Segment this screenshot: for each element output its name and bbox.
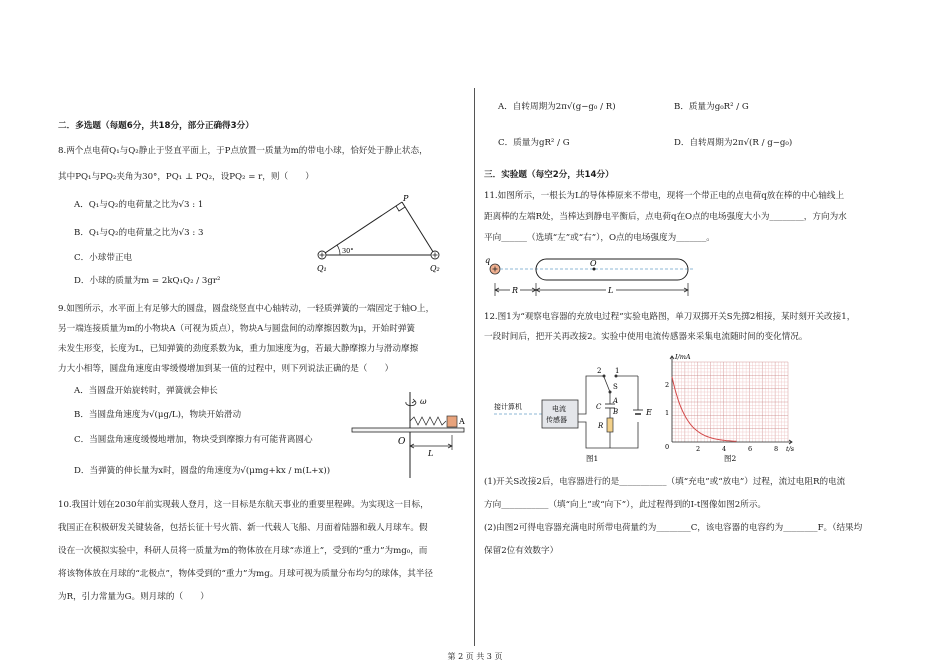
q9-disk-figure [346,390,470,480]
q8-line2: 其中PQ₁与PQ₂夹角为30°，PQ₁ ⊥ PQ₂，设PQ₂ = r，则（ ） [58,172,314,182]
q11-line3: 平向______（选填“左”或“右”），O点的电场强度为_______。 [484,233,715,243]
q12-circuit-figure [490,364,660,464]
q8-label-angle: 30° [342,247,354,255]
q11-label-r: R [512,286,519,295]
q10-line1: 10.我国计划在2030年前实现载人登月，这一目标是东航天事业的重要里程碑。为实现这一目标， [58,500,429,510]
q10-option-b: B．质量为g₀R² / G [674,102,749,112]
circuit-label-c: C [596,403,602,411]
graph-xtick-8: 8 [774,445,779,453]
q11-line1: 11.如图所示，一根长为L的导体棒原来不带电，现将一个带正电的点电荷q放在棒的中心轴线上 [484,191,845,201]
graph-xlabel: t/s [786,445,795,453]
graph-ytick-2: 2 [665,381,670,389]
q12-line2: 一段时间后，把开关再改接2。实验中使用电流传感器来采集电流随时间的变化情况。 [484,332,808,342]
graph-ylabel: I/mA [675,353,691,361]
q12-sub1-line1: (1)开关S改接2后，电容器进行的是___________（填“充电”或“放电”）过程，流过电阻R的电流 [484,477,846,487]
q10-line5: 为R，引力常量为G。则月球的（ ） [58,592,209,602]
circuit-label-sensor-1: 电流 [552,405,566,413]
q8-option-b: B．Q₁与Q₂的电荷量之比为√3 : 3 [74,228,204,238]
q9-line3: 未发生形变，长度为L，已知弹簧的劲度系数为k，重力加速度为g，若最大静摩擦力与滑动摩擦 [58,344,419,354]
q8-line1: 8.两个点电荷Q₁与Q₂静止于竖直平面上，于P点放置一质量为m的带电小球，恰好处于静止状态， [58,146,428,156]
q10-option-d: D．自转周期为2π√(R / g−g₀) [674,138,793,148]
column-divider [474,88,475,646]
circuit-label-computer: 接计算机 [494,403,522,411]
q9-label-a: A [459,417,465,426]
q12-line1: 12.图1为“观察电容器的充放电过程”实验电路图，单刀双掷开关S先掷2相接，某时刻开关改接1， [484,312,856,322]
q11-label-l: L [608,286,614,295]
q8-label-q1: Q₁ [317,264,327,273]
q8-label-q2: Q₂ [430,264,440,273]
q11-line2: 距离棒的左端R处，当棒达到静电平衡后，点电荷q在O点的电场强度大小为________，方向为水 [484,212,847,222]
circuit-label-2: 2 [597,367,602,375]
q11-label-q: q [485,256,491,265]
graph-origin: 0 [665,443,670,451]
q9-line2: 另一端连接质量为m的小物块A（可视为质点），物块A与圆盘间的动摩擦因数为μ，开始时弹簧 [58,324,416,334]
circuit-label-a: A [613,397,619,405]
fig2-caption: 图2 [724,454,737,462]
q10-option-a: A．自转周期为2π√(g−g₀ / R) [498,102,616,112]
q9-label-o: O [398,437,406,447]
fig1-caption: 图1 [586,454,599,463]
q9-option-a: A．当圆盘开始旋转时，弹簧就会伸长 [74,386,218,396]
q9-option-d: D．当弹簧的伸长量为x时，圆盘的角速度为√(μmg+kx / m(L+x)) [74,466,331,476]
q12-sub2-line2: 保留2位有效数字） [484,546,559,556]
circuit-label-b: B [613,408,619,416]
q10-option-c: C．质量为gR² / G [498,138,570,148]
q10-line2: 我国正在积极研发关键装备，包括长征十号火箭、新一代载人飞船、月面着陆器和载人月球车。假 [58,523,428,533]
q9-option-c: C．当圆盘角速度缓慢地增加，物块受到摩擦力有可能背离圆心 [74,435,313,445]
circuit-label-s: S [613,383,618,391]
q8-label-p: P [403,194,409,203]
q9-label-l: L [428,449,434,458]
circuit-label-r: R [598,422,604,430]
section-title-multiple-choice: 二．多选题（每题6分，共18分，部分正确得3分） [58,121,254,131]
graph-xtick-4: 4 [722,445,727,453]
q9-option-b: B．当圆盘角速度为√(μg/L)，物块开始滑动 [74,410,242,420]
q12-current-graph [660,350,800,462]
circuit-label-e: E [646,408,652,417]
page-footer: 第 2 页 共 3 页 [447,652,503,661]
q11-rod-figure [484,254,704,300]
graph-ytick-1: 1 [665,409,670,417]
q12-sub1-line2: 方向___________（填“向上”或“向下”），此过程得到的I-t图像如图2所示。 [484,500,767,510]
circuit-label-1: 1 [615,367,620,375]
q10-line4: 将该物体放在月球的“北极点”，物体受到的“重力”为mg。月球可视为质量分布均匀的球体，其半径 [58,569,433,579]
q8-option-d: D．小球的质量为m = 2kQ₁Q₂ / 3gr² [74,276,221,286]
circuit-label-sensor-2: 传感器 [546,416,567,424]
q9-line1: 9.如图所示，水平面上有足够大的圆盘，圆盘绕竖直中心轴转动，一轻质弹簧的一端固定于轴O上， [58,304,435,314]
q8-triangle-figure [310,190,450,276]
q11-label-o: O [590,259,597,268]
section-title-experiment: 三．实验题（每空2分，共14分） [484,170,614,180]
graph-xtick-6: 6 [748,445,753,453]
q8-option-a: A．Q₁与Q₂的电荷量之比为√3 : 1 [74,200,204,210]
q12-sub2-line1: (2)由图2可得电容器充满电时所带电荷量约为________C，该电容器的电容约为________F。（结果均 [484,523,863,533]
graph-xtick-2: 2 [696,445,701,453]
q9-label-omega: ω [420,397,427,406]
q8-option-c: C．小球带正电 [74,253,133,263]
q9-line4: 力大小相等，圆盘角速度由零缓慢增加到某一值的过程中，则下列说法正确的是（ ） [58,364,394,374]
q10-line3: 设在一次模拟实验中，科研人员将一质量为m的物体放在月球“赤道上”，受到的“重力”为mg₀，而 [58,546,428,556]
